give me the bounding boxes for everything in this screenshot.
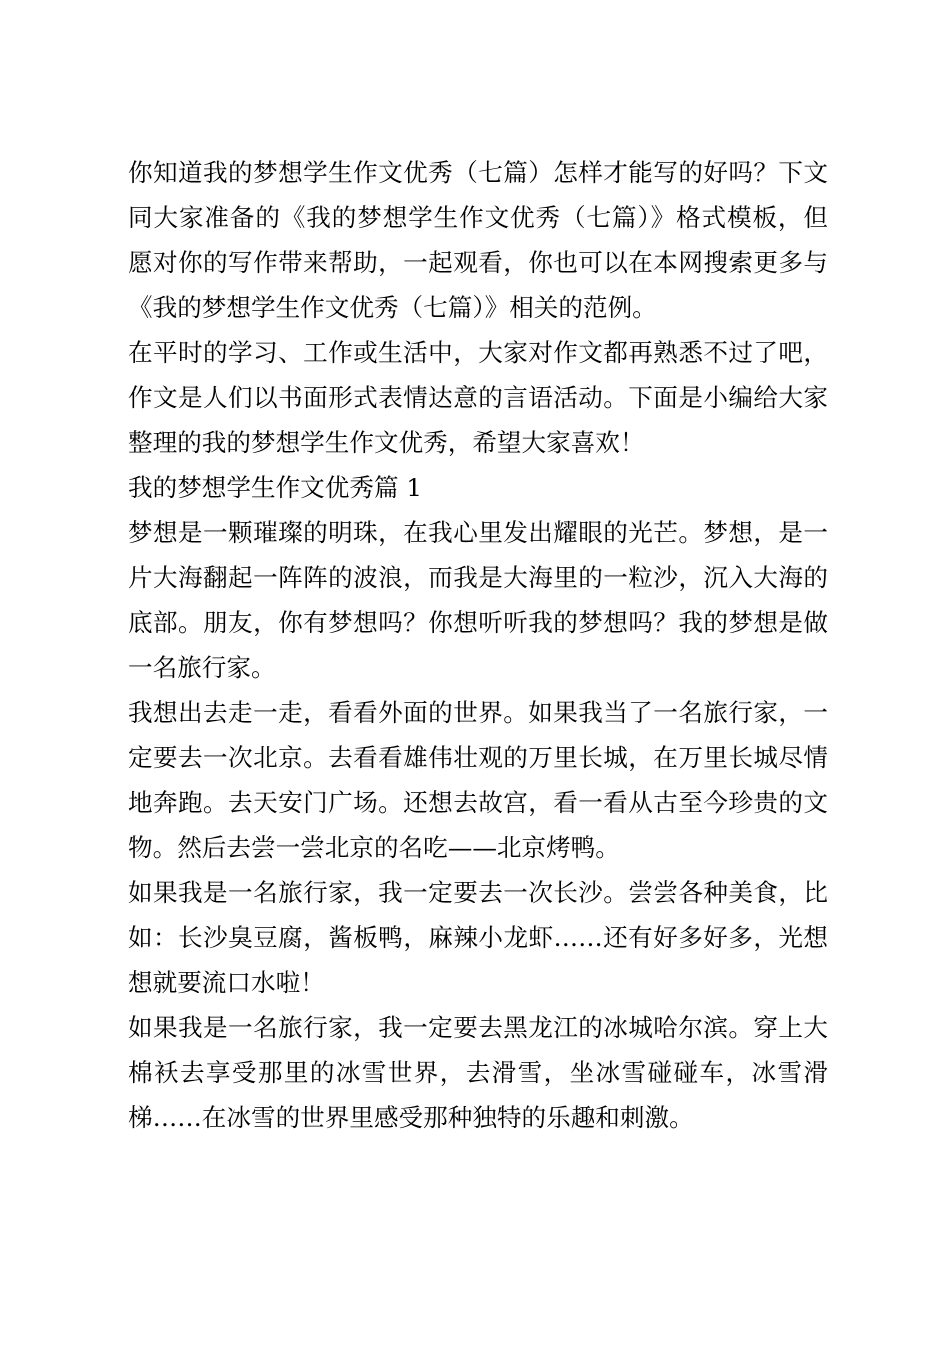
body-paragraph: 如果我是一名旅行家，我一定要去黑龙江的冰城哈尔滨。穿上大棉袄去享受那里的冰雪世界，去滑雪，坐冰雪碰碰车，冰雪滑梯……在冰雪的世界里感受那种独特的乐趣和刺激。	[128, 1013, 828, 1132]
section-heading: 我的梦想学生作文优秀篇 1	[128, 473, 422, 502]
document-body	[128, 150, 828, 1140]
preface-paragraph: 在平时的学习、工作或生活中，大家对作文都再熟悉不过了吧，作文是人们以书面形式表情达意的言语活动。下面是小编给大家整理的我的梦想学生作文优秀，希望大家喜欢！	[128, 338, 828, 457]
intro-paragraph: 你知道我的梦想学生作文优秀（七篇）怎样才能写的好吗？下文同大家准备的《我的梦想学生作文优秀（七篇）》格式模板，但愿对你的写作带来帮助，一起观看，你也可以在本网搜索更多与《我的梦想学生作文优秀（七篇）》相关的范例。	[128, 158, 828, 322]
body-paragraph: 梦想是一颗璀璨的明珠，在我心里发出耀眼的光芒。梦想，是一片大海翻起一阵阵的波浪，而我是大海里的一粒沙，沉入大海的底部。朋友，你有梦想吗？你想听听我的梦想吗？我的梦想是做一名旅行家。	[128, 518, 828, 682]
body-paragraph: 我想出去走一走，看看外面的世界。如果我当了一名旅行家，一定要去一次北京。去看看雄伟壮观的万里长城，在万里长城尽情地奔跑。去天安门广场。还想去故宫，看一看从古至今珍贵的文物。然后去尝一尝北京的名吃——北京烤鸭。	[128, 698, 828, 862]
body-paragraph: 如果我是一名旅行家，我一定要去一次长沙。尝尝各种美食，比如：长沙臭豆腐，酱板鸭，麻辣小龙虾……还有好多好多，光想想就要流口水啦！	[128, 878, 828, 997]
